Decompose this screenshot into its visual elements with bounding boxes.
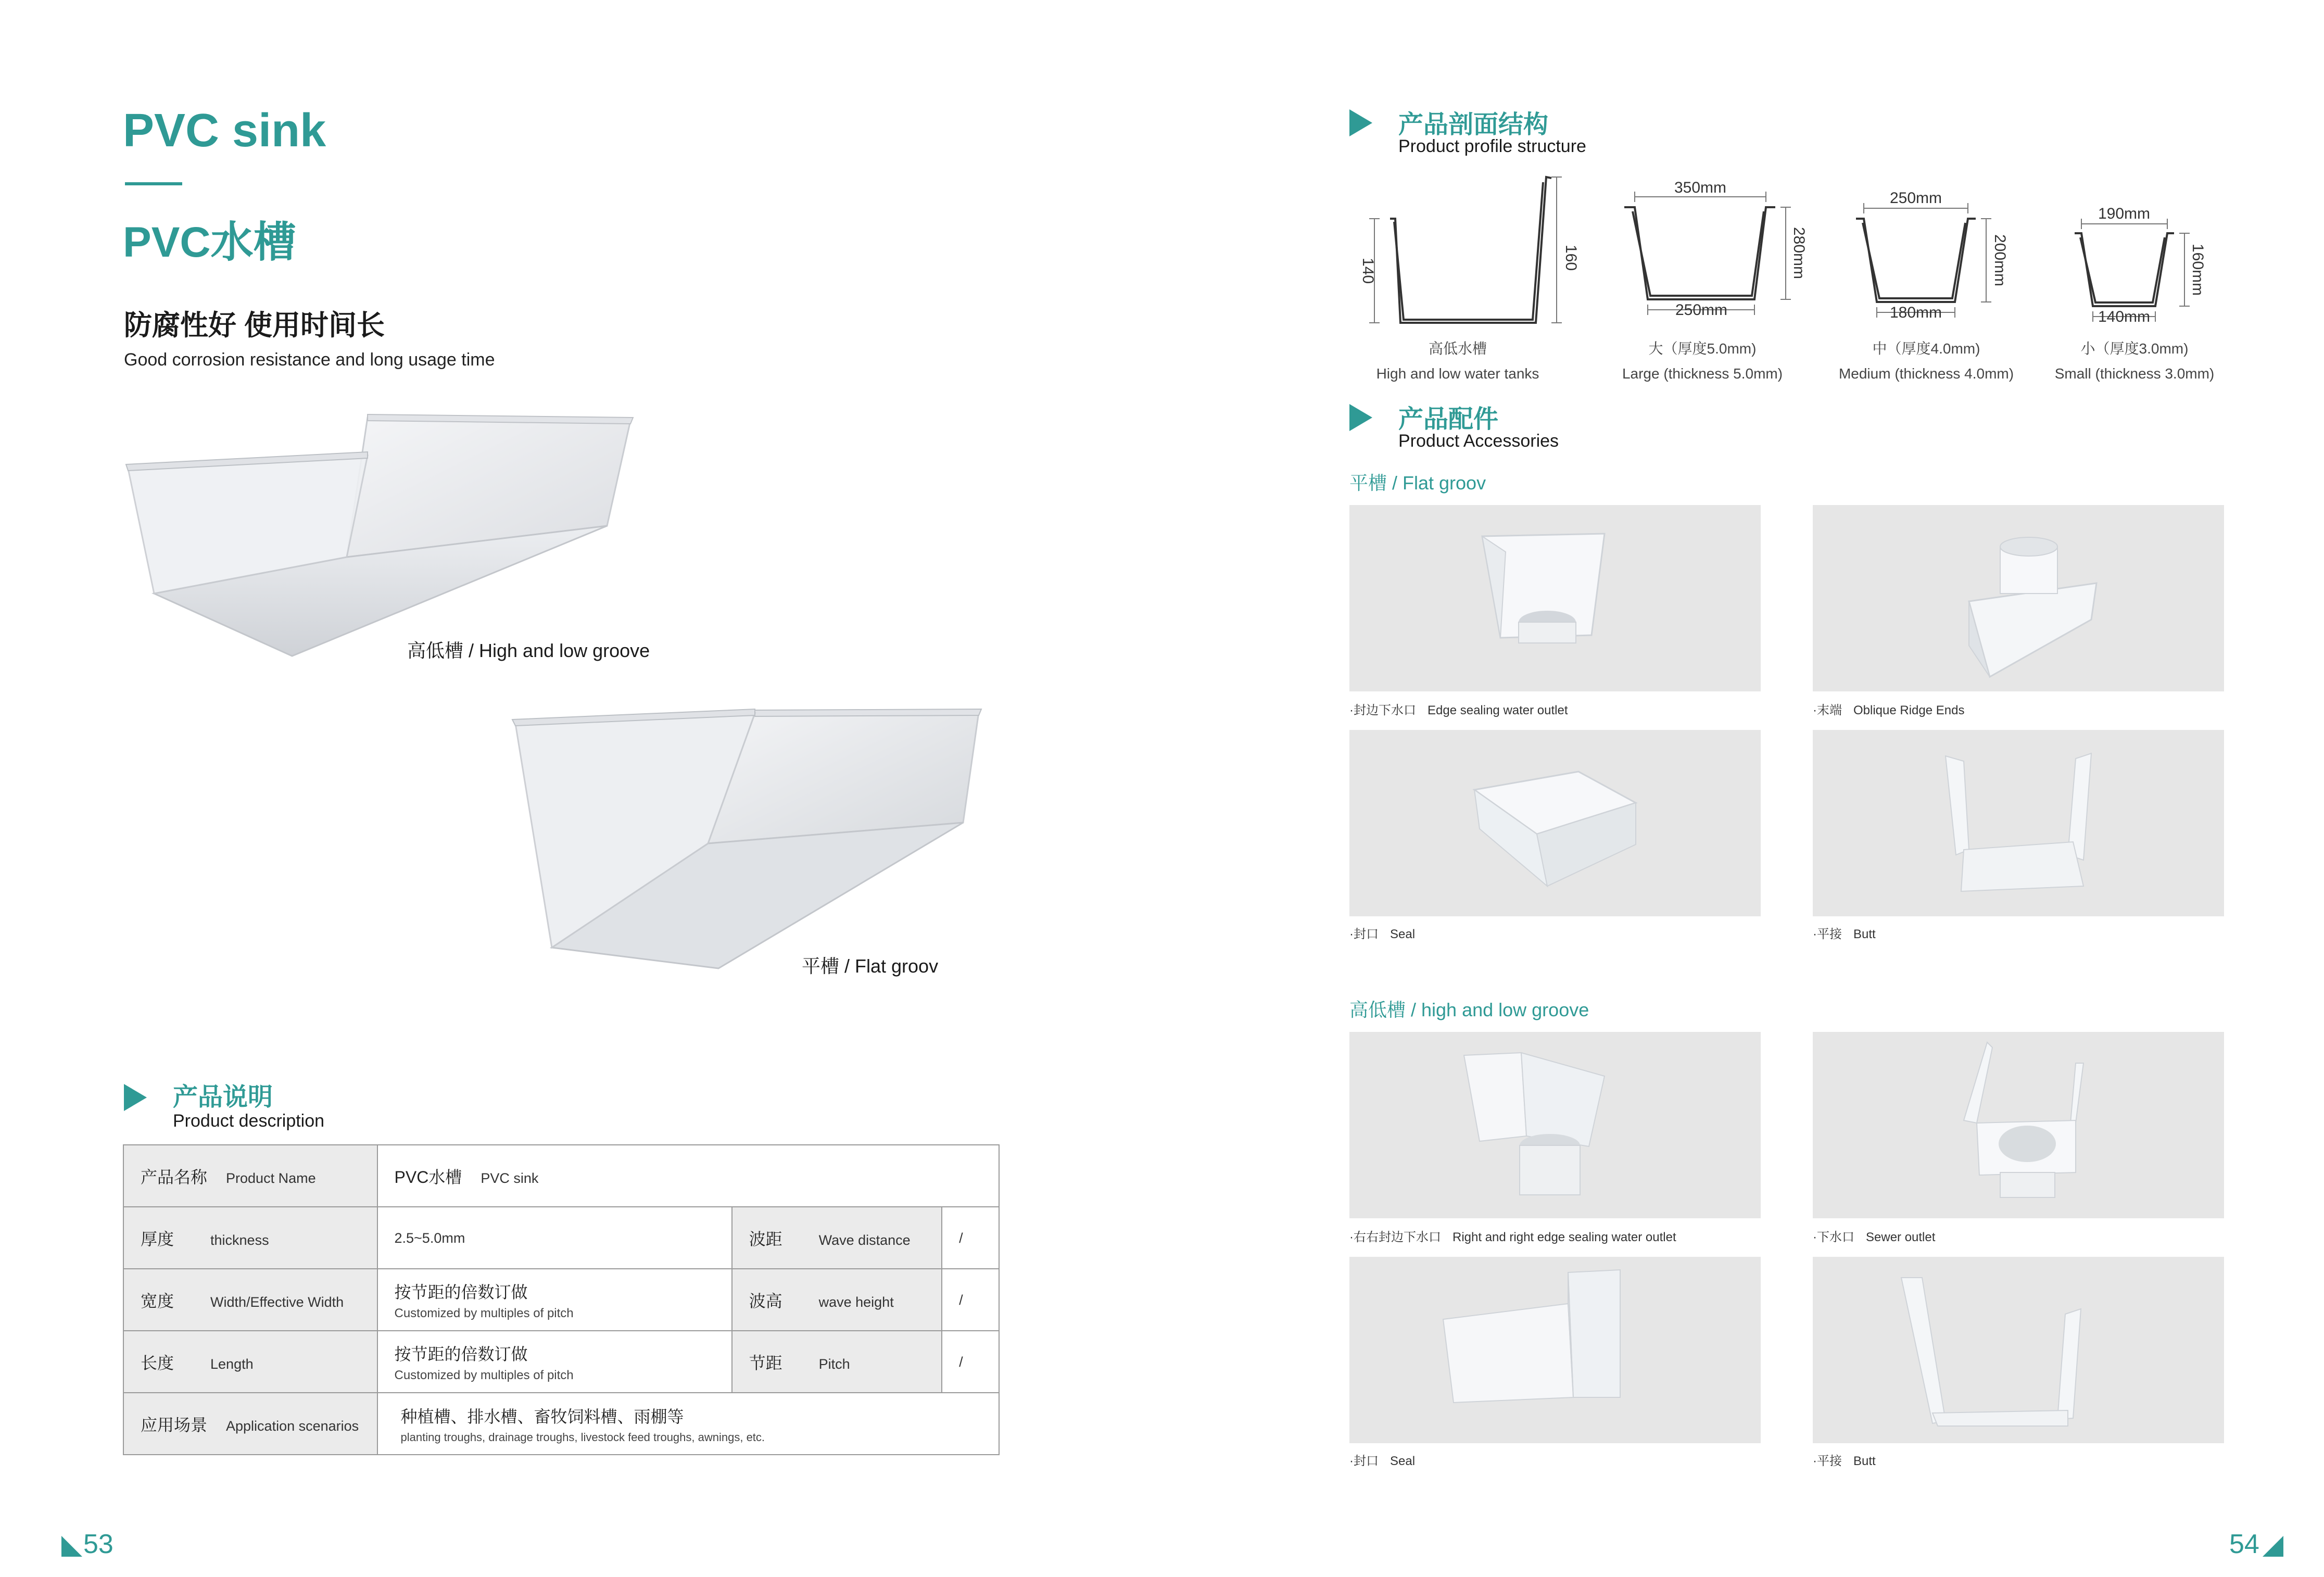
profile-label <box>1598 337 1807 382</box>
label-cn: 节距 <box>749 1353 782 1372</box>
accessories-section-title-en: Product Accessories <box>1398 431 1559 451</box>
profile-label-cn: 大（厚度5.0mm) <box>1648 340 1757 357</box>
table-row <box>123 1331 999 1393</box>
section-title-en: Product description <box>173 1111 325 1131</box>
caption-cn: ·封边下水口 <box>1349 703 1416 717</box>
dim-label: 280mm <box>1790 226 1808 280</box>
table-cell-label <box>123 1331 377 1393</box>
profile-drawings <box>1343 167 2228 333</box>
large-profile <box>1624 207 1775 299</box>
page-corner-icon <box>61 1536 82 1557</box>
label-cn: 产品名称 <box>141 1167 208 1187</box>
high-low-tank-profile <box>1390 177 1551 323</box>
label-cn: 厚度 <box>141 1229 174 1248</box>
caption-cn: ·平接 <box>1813 1454 1842 1468</box>
table-cell-value <box>377 1331 732 1393</box>
high-low-groove-image <box>123 406 643 666</box>
caption-en: Seal <box>1390 927 1416 941</box>
photo-oblique-ridge-end <box>1813 505 2224 691</box>
caption-en: Edge sealing water outlet <box>1428 703 1568 717</box>
section-arrow-icon <box>124 1084 147 1111</box>
label-en: Product Name <box>226 1170 316 1186</box>
label-en: wave height <box>818 1294 894 1310</box>
value-en: Customized by multiples of pitch <box>394 1306 574 1320</box>
dim-label: 190mm <box>2098 205 2151 222</box>
accessory-caption <box>1813 1227 1935 1245</box>
dim-label: 200mm <box>1991 234 2009 287</box>
title-divider <box>125 182 182 185</box>
label-en: Width/Effective Width <box>210 1294 344 1310</box>
table-cell-label <box>732 1269 942 1331</box>
value-cn: 按节距的倍数订做 <box>394 1282 528 1302</box>
caption-cn: ·末端 <box>1813 703 1842 717</box>
label-cn: 应用场景 <box>141 1415 208 1434</box>
accessory-caption <box>1813 700 1964 718</box>
table-cell-value <box>942 1331 999 1393</box>
photo-sewer-outlet <box>1813 1032 2224 1218</box>
profile-label-cn: 高低水槽 <box>1428 340 1487 357</box>
table-row <box>123 1269 999 1331</box>
table-row <box>123 1145 999 1207</box>
label-cn: 宽度 <box>141 1291 174 1310</box>
accessory-caption <box>1349 1227 1676 1245</box>
profile-label-en: Medium (thickness 4.0mm) <box>1838 365 2014 382</box>
label-en: Length <box>210 1356 254 1372</box>
caption-en: Seal <box>1390 1454 1416 1468</box>
dim-label: 250mm <box>1889 190 1942 207</box>
value-en: PVC sink <box>481 1170 539 1186</box>
page-title-en: PVC sink <box>123 105 326 157</box>
profile-label-en: High and low water tanks <box>1376 365 1539 382</box>
photo-butt-high-low <box>1813 1257 2224 1443</box>
value-en: Customized by multiples of pitch <box>394 1368 574 1382</box>
table-cell-label <box>732 1207 942 1269</box>
caption-en: Butt <box>1853 1454 1876 1468</box>
section-arrow-icon <box>1349 109 1372 136</box>
accessory-caption <box>1349 700 1568 718</box>
table-cell-value <box>377 1207 732 1269</box>
slogan-en: Good corrosion resistance and long usage time <box>124 350 495 370</box>
value-text: 2.5~5.0mm <box>394 1230 465 1246</box>
dim-label: 140mm <box>2098 308 2151 325</box>
photo-seal-high-low <box>1349 1257 1761 1443</box>
label-en: thickness <box>210 1232 269 1248</box>
caption-high-low-groove: 高低槽 / High and low groove <box>407 640 650 661</box>
section-arrow-icon <box>1349 404 1372 431</box>
photo-edge-sealing-outlet <box>1349 505 1761 691</box>
profile-section-title-en: Product profile structure <box>1398 136 1586 156</box>
profile-label-en: Small (thickness 3.0mm) <box>2054 365 2215 382</box>
profile-label-cn: 中（厚度4.0mm) <box>1872 340 1980 357</box>
table-cell-label <box>123 1269 377 1331</box>
section-title-cn: 产品说明 <box>173 1083 273 1111</box>
high-low-group-title: 高低槽 / high and low groove <box>1349 999 1589 1020</box>
caption-flat-groove: 平槽 / Flat groov <box>802 955 939 977</box>
profile-label-cn: 小（厚度3.0mm) <box>2080 340 2189 357</box>
dim-label: 160mm <box>2189 243 2206 296</box>
photo-right-edge-outlet <box>1349 1032 1761 1218</box>
small-profile <box>2075 233 2174 306</box>
profile-label <box>1354 337 1562 382</box>
profile-label <box>1822 337 2030 382</box>
page-number-right: 54 <box>2229 1529 2259 1559</box>
value-en: planting troughs, drainage troughs, livestock feed troughs, awnings, etc. <box>400 1430 765 1444</box>
profile-label <box>2030 337 2239 382</box>
dim-label: 250mm <box>1675 301 1728 319</box>
caption-cn: ·右右封边下水口 <box>1349 1230 1441 1244</box>
medium-profile <box>1856 219 1976 302</box>
caption-cn: ·下水口 <box>1813 1230 1854 1244</box>
accessories-section-title-cn: 产品配件 <box>1398 406 1499 433</box>
dim-label: 160 <box>1562 244 1580 271</box>
caption-en: Right and right edge sealing water outlet <box>1452 1230 1676 1244</box>
table-row <box>123 1393 999 1455</box>
label-cn: 长度 <box>141 1353 174 1372</box>
caption-cn: ·封口 <box>1349 927 1379 941</box>
value-cn: 按节距的倍数订做 <box>394 1344 528 1364</box>
label-cn: 波距 <box>749 1229 782 1248</box>
dim-label: 180mm <box>1889 304 1942 321</box>
label-en: Application scenarios <box>226 1418 359 1434</box>
table-cell-value <box>377 1145 1000 1207</box>
accessory-caption <box>1349 1450 1415 1469</box>
dim-label: 350mm <box>1674 179 1727 196</box>
value-text: / <box>959 1230 963 1246</box>
value-cn: PVC水槽 <box>394 1167 462 1187</box>
value-cn: 种植槽、排水槽、畜牧饲料槽、雨棚等 <box>400 1407 684 1426</box>
caption-en: Oblique Ridge Ends <box>1853 703 1965 717</box>
photo-butt <box>1813 730 2224 916</box>
value-text: / <box>959 1292 963 1308</box>
table-cell-label <box>123 1393 377 1455</box>
caption-cn: ·封口 <box>1349 1454 1379 1468</box>
dim-label: 140 <box>1359 257 1376 284</box>
accessory-caption <box>1813 1450 1876 1469</box>
profile-label-en: Large (thickness 5.0mm) <box>1622 365 1783 382</box>
flat-groove-image <box>510 708 989 979</box>
caption-en: Sewer outlet <box>1866 1230 1936 1244</box>
label-en: Wave distance <box>818 1232 911 1248</box>
slogan-cn: 防腐性好 使用时间长 <box>124 310 385 341</box>
accessory-caption <box>1813 924 1876 942</box>
caption-cn: ·平接 <box>1813 927 1842 941</box>
table-cell-value <box>377 1269 732 1331</box>
label-en: Pitch <box>818 1356 850 1372</box>
page-title-cn: PVC水槽 <box>123 219 296 266</box>
table-cell-value <box>942 1207 999 1269</box>
table-cell-value <box>377 1393 1000 1455</box>
table-cell-label <box>123 1207 377 1269</box>
table-row <box>123 1207 999 1269</box>
accessory-caption <box>1349 924 1415 942</box>
table-cell-value <box>942 1269 999 1331</box>
table-cell-label <box>123 1145 377 1207</box>
product-description-table <box>123 1144 1000 1455</box>
value-text: / <box>959 1354 963 1370</box>
table-cell-label <box>732 1331 942 1393</box>
flat-groove-group-title: 平槽 / Flat groov <box>1349 472 1486 494</box>
photo-seal <box>1349 730 1761 916</box>
label-cn: 波高 <box>749 1291 782 1310</box>
page-corner-icon <box>2263 1536 2283 1557</box>
profile-section-title-cn: 产品剖面结构 <box>1398 111 1549 138</box>
caption-en: Butt <box>1853 927 1876 941</box>
page-number-left: 53 <box>83 1529 113 1559</box>
